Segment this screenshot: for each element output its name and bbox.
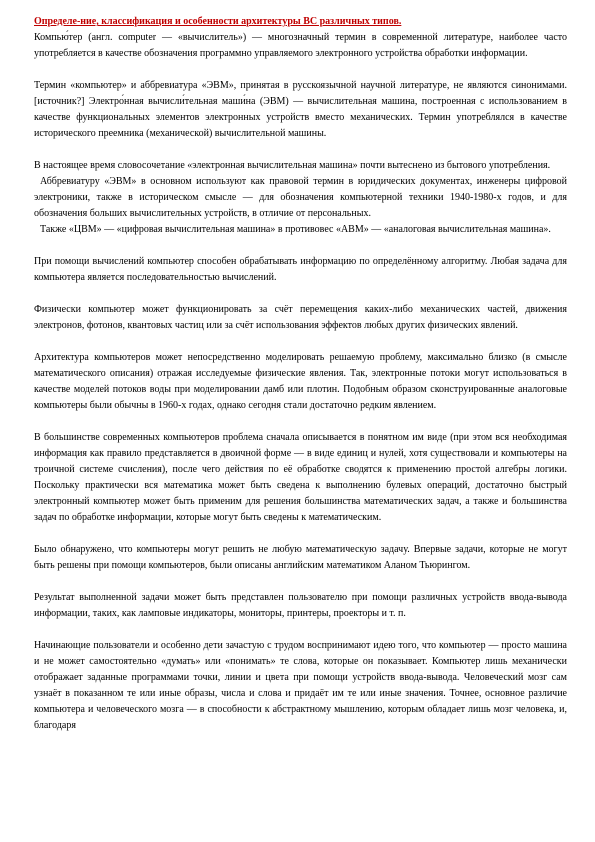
paragraph-physical-basis: Физически компьютер может функционировать за счёт перемещения каких-либо механических частей, движения электронов, фотонов, квантовых частиц или за счёт использования эффектов любых других физических явлений. bbox=[34, 304, 567, 331]
paragraph-turing: Было обнаружено, что компьютеры могут решить не любую математическую задачу. Впервые задачи, которые не могут быть решены при помощи компьютеров, были описаны английским математиком Аланом Тьюрингом. bbox=[34, 544, 567, 571]
paragraph-cvm-avm: Также «ЦВМ» — «цифровая вычислительная машина» в противовес «АВМ» — «аналоговая вычислительная машина». bbox=[40, 224, 551, 235]
paragraph-users-perception: Начинающие пользователи и особенно дети зачастую с трудом воспринимают идею того, что компьютер — просто машина и не может самостоятельно «думать» или «понимать» те слова, которые он показывает. Компьютер лишь механически отображает заданные программами точки, линии и цвета при помощи устройств ввода-вывода. Человеческий мозг сам узнаёт в показанном те или иные образы, числа и слова и придаёт им те или иные значения. Точнее, основное различие компьютера и человеческого мозга — в способности к абстрактному мышлению, которым обладает лишь мозг человека, и, благодаря bbox=[34, 640, 567, 731]
paragraph-architecture: Архитектура компьютеров может непосредственно моделировать решаемую проблему, максимально близко (в смысле математического описания) отражая исследуемые физические явления. Так, электронные потоки могут использоваться в качестве моделей потоков воды при моделировании дамб или плотин. Подобным образом сконструированные аналоговые компьютеры были обычны в 1960-х годах, однако сегодня стали достаточно редким явлением. bbox=[34, 352, 567, 411]
paragraph-evm-term: Термин «компьютер» и аббревиатура «ЭВМ», принятая в русскоязычной научной литературе, не являются синонимами.[источник?] Электро́нная вычисли́тельная маши́на (ЭВМ) — вычислительная машина, построенная с использованием в качестве функциональных элементов электронных устройств вместо механических. Термин употреблялся в качестве исторического преемника (механической) вычислительной машины. bbox=[34, 80, 567, 139]
paragraph-computation: При помощи вычислений компьютер способен обрабатывать информацию по определённому алгоритму. Любая задача для компьютера является последовательностью вычислений. bbox=[34, 256, 567, 283]
paragraph-binary-logic: В большинстве современных компьютеров проблема сначала описывается в понятном им виде (при этом вся необходимая информация как правило представляется в двоичной форме — в виде единиц и нулей, хотя существовали и компьютеры на троичной системе счисления), после чего действия по её обработке сводятся к применению простой алгебры логики. Поскольку практически вся математика может быть сведена к выполнению булевых операций, достаточно быстрый электронный компьютер может быть применим для решения большинства математических задач, а также и большинства задач по обработке информации, которые могут быть сведены к математическим. bbox=[34, 432, 567, 523]
document-page bbox=[34, 14, 567, 734]
paragraph-evm-abbreviation: Аббревиатуру «ЭВМ» в основном используют как правовой термин в юридических документах, инженеры цифровой электроники, также в историческом смысле — для обозначения компьютерной техники 1940-1980-х годов, и для обозначения больших вычислительных устройств, в отличие от персональных. bbox=[34, 176, 567, 219]
document-heading: Определе-ние, классификация и особенности архитектуры ВС различных типов. bbox=[34, 16, 402, 27]
paragraph-current-usage: В настоящее время словосочетание «электронная вычислительная машина» почти вытеснено из бытового употребления. bbox=[34, 160, 551, 171]
paragraph-computer-definition: Компью́тер (англ. computer — «вычислитель») — многозначный термин в современной литературе, наиболее часто употребляется в качестве обозначения программно управляемого электронного устройства обработки информации. bbox=[34, 32, 567, 59]
paragraph-output-devices: Результат выполненной задачи может быть представлен пользователю при помощи различных устройств ввода-вывода информации, таких, как ламповые индикаторы, мониторы, принтеры, проекторы и т. п. bbox=[34, 592, 567, 619]
